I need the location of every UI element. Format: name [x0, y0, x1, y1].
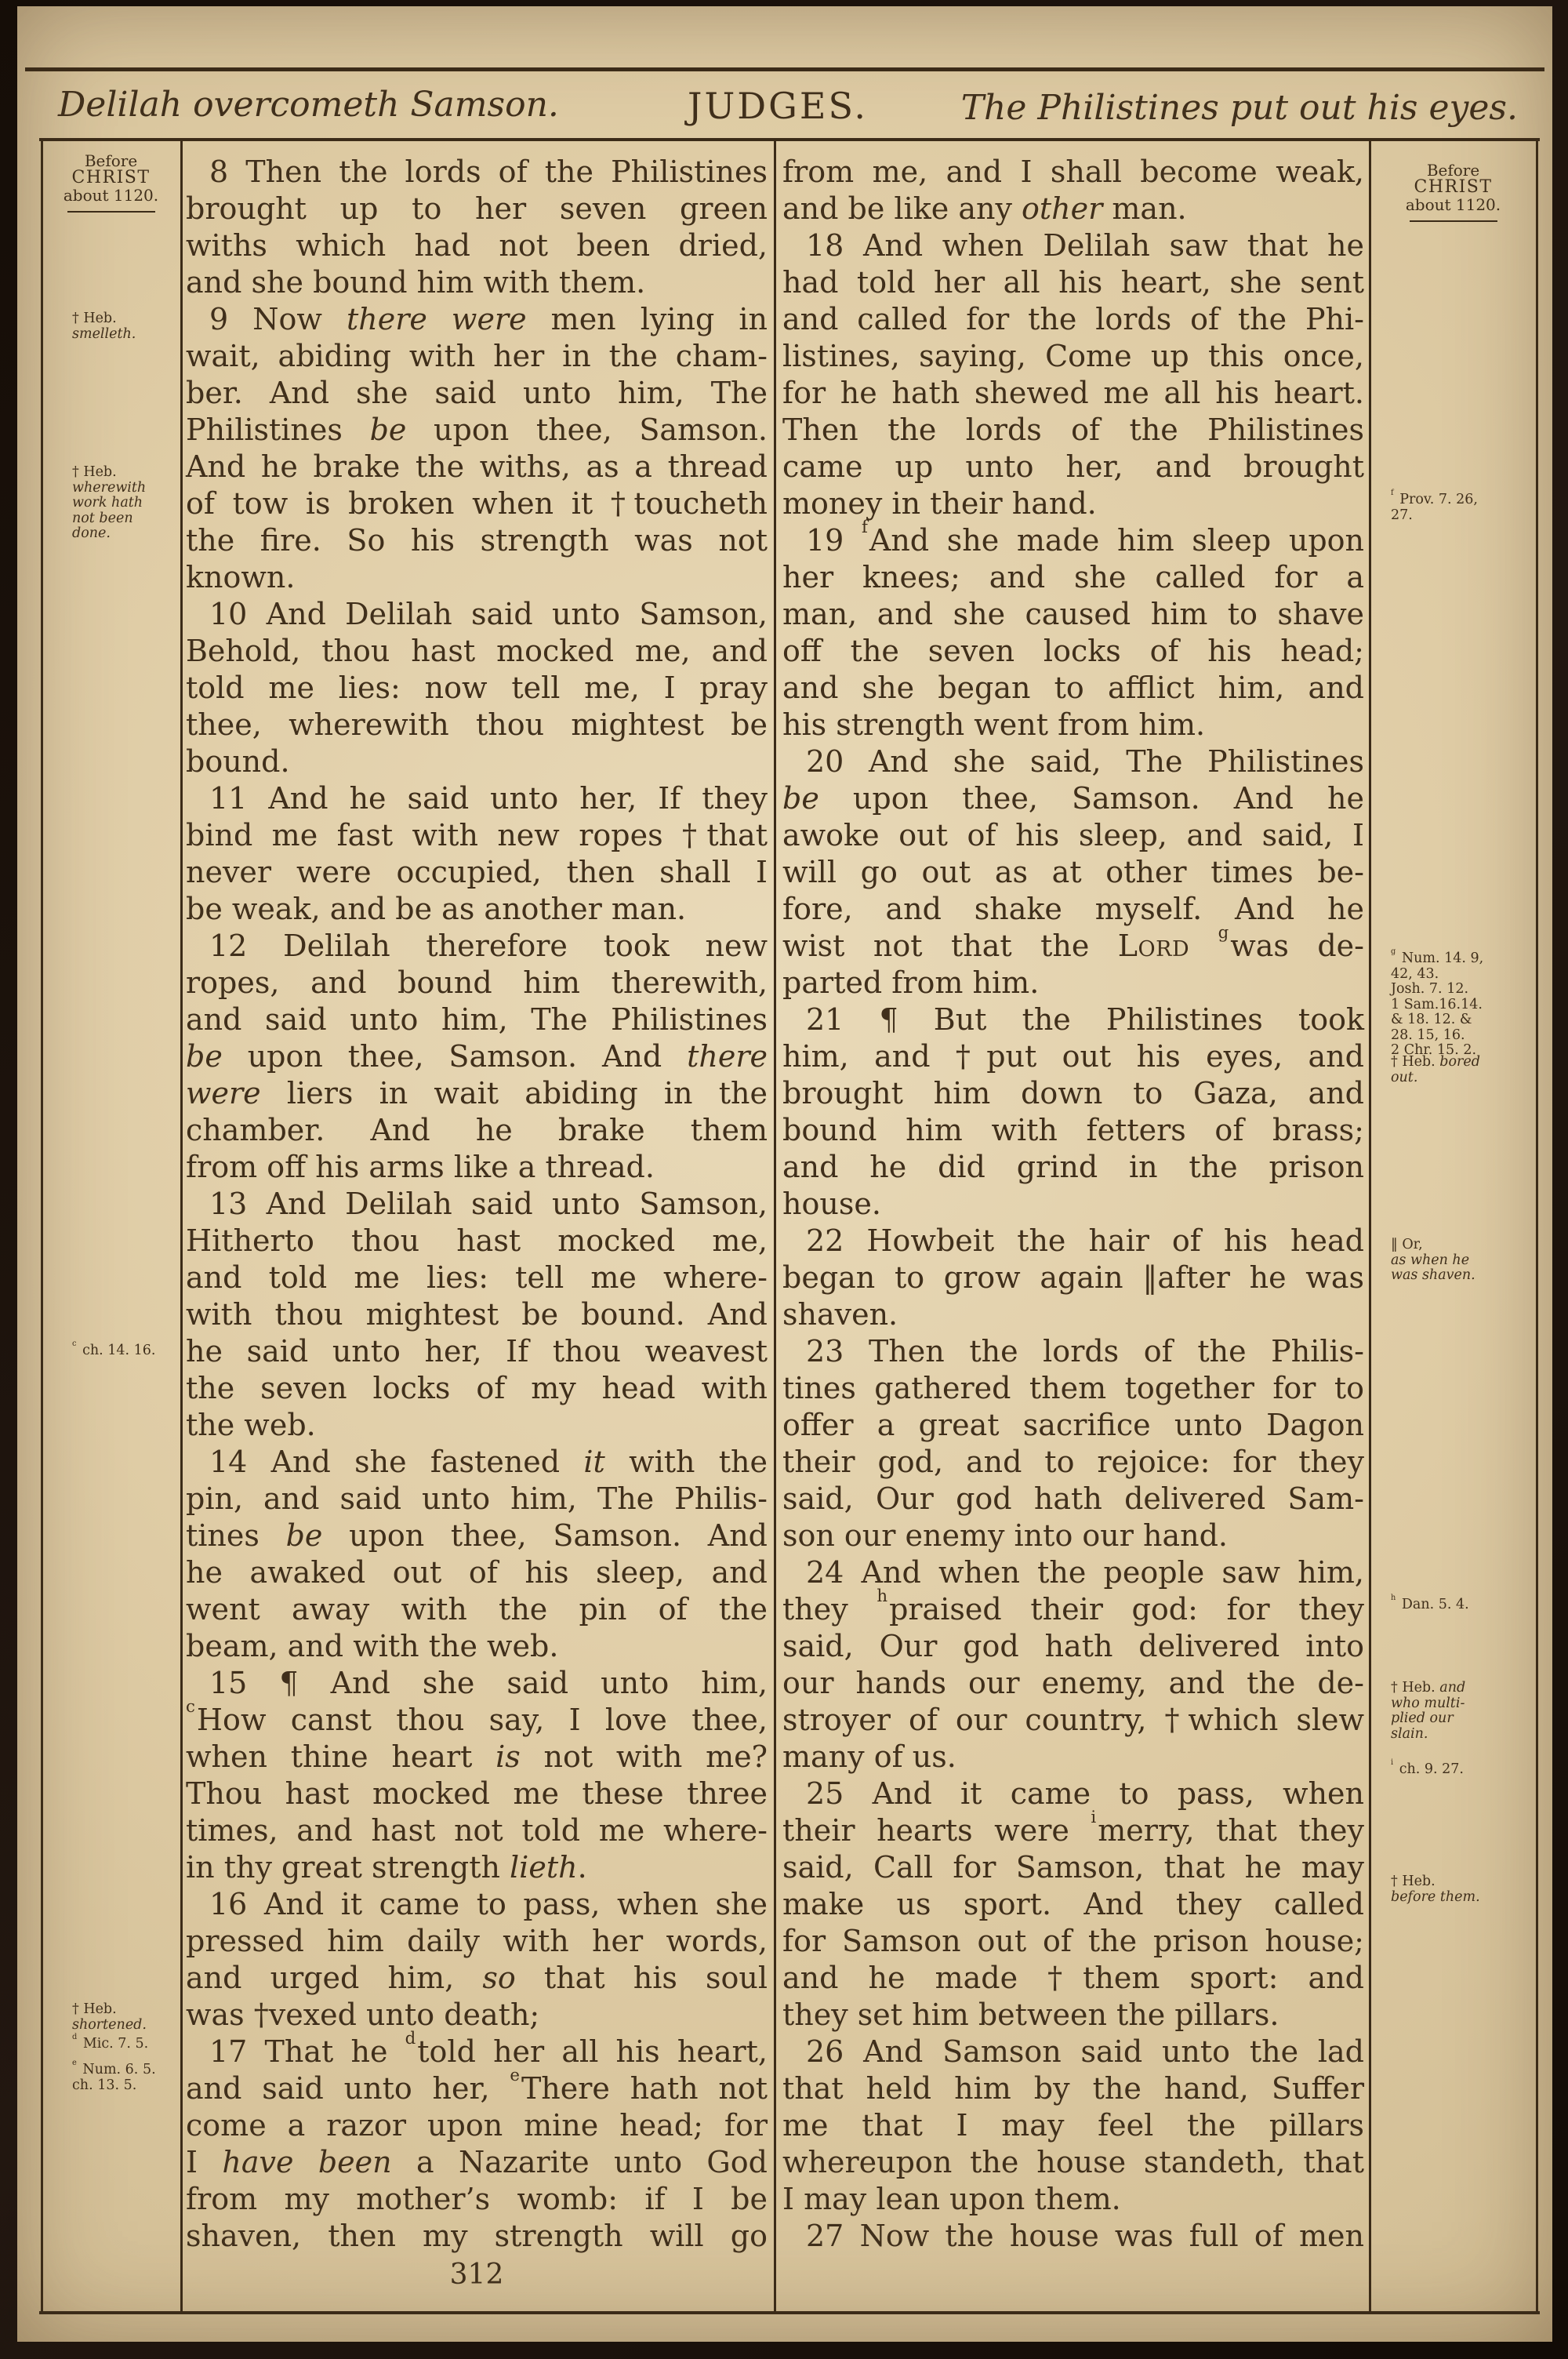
verse-line: 13 And Delilah said unto Samson,	[209, 1187, 768, 1221]
verse-line: with thou mightest be bound. And	[186, 1297, 768, 1332]
verse-line: and be like any other man.	[782, 191, 1187, 226]
verse-line: whereupon the house standeth, that	[782, 2145, 1364, 2179]
page	[17, 6, 1552, 2342]
verse-line: 18 And when Delilah saw that he	[806, 228, 1364, 263]
bc-line: CHRIST	[71, 168, 151, 187]
running-head-right: The Philistines put out his eyes.	[960, 88, 1518, 128]
verse-line: they $^h$praised their god: for they	[782, 1586, 1364, 1627]
verse-line: 23 Then the lords of the Philis-	[806, 1334, 1364, 1369]
verse-line: 22 Howbeit the hair of his head	[806, 1223, 1364, 1258]
verse-line: son our enemy into our hand.	[782, 1518, 1229, 1553]
margin-note: † Heb. and who multi- plied our slain.	[1391, 1680, 1466, 1742]
verse-line: bound him with fetters of brass;	[782, 1113, 1364, 1147]
verse-line: stroyer of our country, †which slew	[782, 1703, 1364, 1737]
top-frame-rule	[25, 67, 1544, 71]
verse-line: bound.	[186, 744, 290, 779]
verse-line: I may lean upon them.	[782, 2182, 1121, 2216]
left-margin-notes	[72, 6, 177, 2342]
verse-line: came up unto her, and brought	[782, 449, 1364, 484]
verse-line: tines be upon thee, Samson. And	[186, 1518, 768, 1553]
verse-line: of tow is broken when it †toucheth	[186, 486, 768, 521]
verse-line: shaven, then my strength will go	[186, 2219, 768, 2253]
verse-line: he awaked out of his sleep, and	[186, 1555, 768, 1590]
verse-line: shaven.	[782, 1297, 898, 1332]
verse-line: when thine heart is not with me?	[186, 1739, 768, 1774]
page-number: 312	[449, 2259, 504, 2291]
bc-line: Before	[1426, 161, 1480, 180]
verse-line: 9 Now there were men lying in	[209, 302, 768, 336]
verse-line: offer a great sacrifice unto Dagon	[782, 1408, 1364, 1442]
verse-line: 14 And she fastened it with the	[209, 1445, 768, 1479]
verse-line: her knees; and she called for a	[782, 560, 1364, 594]
verse-line: be weak, and be as another man.	[186, 892, 687, 926]
verse-line: me that I may feel the pillars	[782, 2108, 1364, 2143]
verse-line: come a razor upon mine head; for	[186, 2108, 768, 2143]
verse-line: times, and hast not told me where-	[186, 1813, 768, 1848]
margin-note: † Heb. before them.	[1391, 1874, 1480, 1905]
verse-line: 25 And it came to pass, when	[806, 1776, 1364, 1811]
verse-line: Thou hast mocked me these three	[186, 1776, 768, 1811]
text-column-1	[186, 154, 768, 2255]
verse-line: $^c$How canst thou say, I love thee,	[186, 1696, 768, 1737]
verse-line: man, and she caused him to shave	[782, 597, 1364, 631]
margin-note: † Heb. smelleth.	[72, 311, 136, 342]
verse-line: in thy great strength lieth.	[186, 1850, 587, 1885]
verse-line: Then the lords of the Philistines	[782, 413, 1364, 447]
text-column-2	[782, 154, 1364, 2255]
margin-note: $^c$ ch. 14. 16.	[72, 1339, 156, 1358]
margin-note: $^d$ Mic. 7. 5.	[72, 2032, 149, 2052]
bc-line: CHRIST	[1414, 177, 1493, 197]
verse-line: said, Our god hath delivered Sam-	[782, 1481, 1364, 1516]
verse-line: and called for the lords of the Phi-	[782, 302, 1364, 336]
margin-note: $^g$ Num. 14. 9, 42, 43. Josh. 7. 12. 1 Sam.16.14. & 18. 12. & 28. 15, 16. 2 Chr. 15. 2.	[1391, 947, 1484, 1058]
verse-line: 10 And Delilah said unto Samson,	[209, 597, 768, 631]
verse-line: and she began to afflict him, and	[782, 671, 1364, 705]
verse-line: and said unto him, The Philistines	[186, 1002, 768, 1037]
verse-line: he said unto her, If thou weavest	[186, 1334, 768, 1369]
verse-line: never were occupied, then shall I	[186, 855, 768, 889]
verse-line: from my mother’s womb: if I be	[186, 2182, 768, 2216]
verse-line: 12 Delilah therefore took new	[209, 929, 768, 963]
verse-line: 20 And she said, The Philistines	[806, 744, 1364, 779]
verse-line: wait, abiding with her in the cham-	[186, 339, 768, 373]
running-head-title: JUDGES.	[688, 85, 868, 127]
verse-line: the seven locks of my head with	[186, 1371, 768, 1405]
verse-line: I have been a Nazarite unto God	[186, 2145, 768, 2179]
verse-line: thee, wherewith thou mightest be	[186, 707, 768, 742]
running-head-left: Delilah overcometh Samson.	[58, 85, 559, 125]
verse-line: 16 And it came to pass, when she	[209, 1887, 768, 1921]
verse-line: many of us.	[782, 1739, 956, 1774]
bc-line: about 1120.	[63, 186, 159, 205]
bc-line: Before	[84, 151, 138, 170]
margin-note: ‖ Or, as when he was shaven.	[1391, 1237, 1475, 1283]
verse-line: beam, and with the web.	[186, 1629, 559, 1663]
verse-line: from me, and I shall become weak,	[782, 154, 1364, 189]
verse-line: 11 And he said unto her, If they	[209, 781, 768, 816]
right-margin-divider	[1369, 138, 1371, 2311]
verse-line: And he brake the withs, as a thread	[186, 449, 768, 484]
verse-line: said, Call for Samson, that he may	[782, 1850, 1364, 1885]
verse-line: that held him by the hand, Suffer	[782, 2071, 1364, 2106]
verse-line: began to grow again ‖after he was	[782, 1260, 1364, 1295]
verse-line: their hearts were $^i$merry, that they	[782, 1807, 1364, 1848]
left-frame-rule	[41, 138, 43, 2311]
verse-line: 21 ¶ But the Philistines took	[806, 1002, 1364, 1037]
verse-line: and he made †them sport: and	[782, 1961, 1364, 1995]
verse-line: Philistines be upon thee, Samson.	[186, 413, 768, 447]
verse-line: was †vexed unto death;	[186, 1997, 540, 2032]
verse-line: our hands our enemy, and the de-	[782, 1666, 1364, 1700]
verse-line: be upon thee, Samson. And he	[782, 781, 1364, 816]
verse-line: Behold, thou hast mocked me, and	[186, 634, 768, 668]
right-margin-notes	[1391, 6, 1534, 2342]
verse-line: make us sport. And they called	[782, 1887, 1364, 1921]
verse-line: went away with the pin of the	[186, 1592, 768, 1627]
verse-line: will go out as at other times be-	[782, 855, 1364, 889]
verse-line: 15 ¶ And she said unto him,	[209, 1666, 768, 1700]
verse-line: said, Our god hath delivered into	[782, 1629, 1364, 1663]
margin-note: $^f$ Prov. 7. 26, 27.	[1391, 488, 1478, 523]
verse-line: awoke out of his sleep, and said, I	[782, 818, 1364, 852]
verse-line: withs which had not been dried,	[186, 228, 768, 263]
verse-line: and said unto her, $^e$There hath not	[186, 2065, 768, 2106]
margin-note: $^e$ Num. 6. 5. ch. 13. 5.	[72, 2058, 156, 2093]
verse-line: were liers in wait abiding in the	[186, 1076, 768, 1110]
verse-line: for Samson out of the prison house;	[782, 1924, 1364, 1958]
verse-line: the fire. So his strength was not	[186, 523, 768, 558]
right-frame-rule	[1536, 138, 1538, 2311]
verse-line: pin, and said unto him, The Philis-	[186, 1481, 768, 1516]
verse-line: 24 And when the people saw him,	[806, 1555, 1364, 1590]
verse-line: his strength went from him.	[782, 707, 1206, 742]
verse-line: him, and †put out his eyes, and	[782, 1039, 1364, 1074]
verse-line: 26 And Samson said unto the lad	[806, 2034, 1364, 2069]
verse-line: 27 Now the house was full of men	[806, 2219, 1364, 2253]
verse-line: off the seven locks of his head;	[782, 634, 1364, 668]
verse-line: brought him down to Gaza, and	[782, 1076, 1364, 1110]
verse-line: ber. And she said unto him, The	[186, 376, 768, 410]
verse-line: brought up to her seven green	[186, 191, 768, 226]
column-divider	[774, 138, 776, 2311]
margin-note: † Heb. bored out.	[1391, 1054, 1480, 1085]
verse-line: 19 $^f$And she made him sleep upon	[806, 517, 1365, 558]
verse-line: be upon thee, Samson. And there	[186, 1039, 768, 1074]
margin-note: $^i$ ch. 9. 27.	[1391, 1757, 1464, 1777]
verse-line: parted from him.	[782, 965, 1040, 1000]
verse-line: money in their hand.	[782, 486, 1097, 521]
verse-line: house.	[782, 1187, 881, 1221]
verse-line: for he hath shewed me all his heart.	[782, 376, 1364, 410]
verse-line: bind me fast with new ropes †that	[186, 818, 768, 852]
verse-line: wist not that the Lord $^g$was de-	[782, 922, 1364, 963]
verse-line: the web.	[186, 1408, 316, 1442]
verse-line: Hitherto thou hast mocked me,	[186, 1223, 768, 1258]
bottom-frame-rule	[39, 2311, 1540, 2314]
left-margin-divider	[180, 138, 183, 2311]
verse-line: and he did grind in the prison	[782, 1150, 1364, 1184]
verse-line: their god, and to rejoice: for they	[782, 1445, 1364, 1479]
header-rule	[39, 138, 1540, 141]
verse-line: pressed him daily with her words,	[186, 1924, 768, 1958]
verse-line: tines gathered them together for to	[782, 1371, 1364, 1405]
verse-line: told me lies: now tell me, I pray	[186, 671, 768, 705]
verse-line: chamber. And he brake them	[186, 1113, 768, 1147]
verse-line: ropes, and bound him therewith,	[186, 965, 768, 1000]
verse-line: and she bound him with them.	[186, 265, 646, 300]
verse-line: and urged him, so that his soul	[186, 1961, 768, 1995]
bc-line: about 1120.	[1405, 195, 1501, 214]
verse-line: known.	[186, 560, 296, 594]
margin-note: $^h$ Dan. 5. 4.	[1391, 1593, 1469, 1612]
verse-line: 8 Then the lords of the Philistines	[209, 154, 768, 189]
verse-line: and told me lies: tell me where-	[186, 1260, 768, 1295]
verse-line: they set him between the pillars.	[782, 1997, 1279, 2032]
verse-line: 17 That he $^d$told her all his heart,	[209, 2028, 768, 2069]
margin-note: † Heb. wherewith work hath not been done.	[72, 464, 147, 541]
verse-line: listines, saying, Come up this once,	[782, 339, 1364, 373]
verse-line: had told her all his heart, she sent	[782, 265, 1364, 300]
verse-line: from off his arms like a thread.	[186, 1150, 655, 1184]
margin-note: † Heb. shortened.	[72, 2001, 147, 2033]
verse-line: fore, and shake myself. And he	[782, 892, 1364, 926]
